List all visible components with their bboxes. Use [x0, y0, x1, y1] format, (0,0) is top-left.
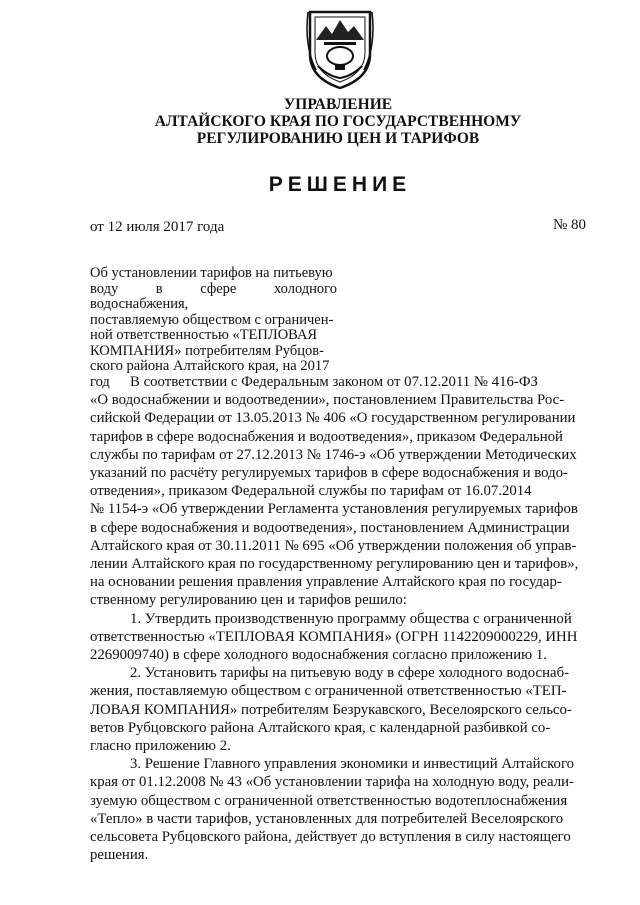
body-line: «О водоснабжении и водоотведении», постановлением Правительства Рос-	[90, 392, 565, 409]
body-line: тарифов в сфере водоснабжения и водоотведения», приказом Федеральной	[90, 428, 563, 445]
body-line: зуемую обществом с ограниченной ответственностью водотеплоснабжения	[90, 792, 568, 809]
body-line: в сфере водоснабжения и водоотведения», постановлением Администрации	[90, 519, 570, 536]
body-line: 3. Решение Главного управления экономики и инвестиций Алтайского	[130, 756, 575, 773]
body-line: лении Алтайского края по государственному регулированию цен и тарифов»,	[90, 556, 579, 573]
document-body	[90, 373, 590, 864]
subject-line: КОМПАНИЯ» потребителям Рубцов-	[90, 342, 324, 359]
subject-line: ной ответственностью «ТЕПЛОВАЯ	[90, 327, 318, 343]
body-line: на основании решения правления управление Алтайского края по государ-	[90, 574, 562, 591]
document-date: от 12 июля 2017 года	[90, 219, 225, 235]
body-line: службы по тарифам от 27.12.2013 № 1746-э «Об утверждении Методических	[90, 446, 577, 463]
body-line: сийской Федерации от 13.05.2013 № 406 «О государственном регулировании	[90, 410, 576, 427]
organization-name	[0, 96, 640, 147]
org-line-2: АЛТАЙСКОГО КРАЯ ПО ГОСУДАРСТВЕННОМУ	[154, 113, 522, 130]
body-line: жения, поставляемую обществом с ограниченной ответственностью «ТЕП-	[90, 683, 567, 700]
body-line: 2269009740) в сфере холодного водоснабжения согласно приложению 1.	[90, 647, 547, 664]
body-line: 1. Утвердить производственную программу общества с ограниченной	[130, 610, 572, 627]
document-type: РЕШЕНИЕ	[268, 173, 412, 196]
body-line: «Тепло» в части тарифов, установленных для потребителей Веселоярского	[90, 810, 564, 827]
body-line: отведения», приказом Федеральной службы по тарифам от 16.07.2014	[90, 483, 532, 500]
body-line: Алтайского края от 30.11.2011 № 695 «Об утверждении положения об управ-	[90, 537, 577, 554]
body-line: края от 01.12.2008 № 43 «Об установлении тарифа на холодную воду, реали-	[90, 774, 574, 791]
body-line: гласно приложению 2.	[90, 738, 231, 755]
subject-line: ского района Алтайского края, на 2017	[90, 358, 330, 374]
subject-line: воду в сфере холодного водоснабжения,	[90, 280, 337, 312]
coat-of-arms-emblem	[302, 6, 378, 92]
body-line: сельсовета Рубцовского района, действует до вступления в силу настоящего	[90, 829, 571, 846]
body-line: 2. Установить тарифы на питьевую воду в сфере холодного водоснаб-	[130, 665, 570, 682]
subject-line: поставляемую обществом с ограничен-	[90, 311, 334, 328]
document-number: № 80	[553, 217, 587, 233]
body-line: № 1154-э «Об утверждении Регламента установления регулируемых тарифов	[90, 501, 578, 518]
subject-line: год	[90, 373, 110, 390]
body-line: указаний по расчёту регулируемых тарифов в сфере водоснабжения и водо-	[90, 465, 568, 482]
body-line: ветов Рубцовского района Алтайского края, с календарной разбивкой со-	[90, 719, 551, 736]
subject-line: Об установлении тарифов на питьевую	[90, 265, 333, 281]
org-line-1: УПРАВЛЕНИЕ	[283, 96, 393, 113]
body-line: решения.	[90, 847, 149, 864]
document-subject	[90, 266, 337, 390]
org-line-3: РЕГУЛИРОВАНИЮ ЦЕН И ТАРИФОВ	[196, 130, 480, 147]
body-line: ЛОВАЯ КОМПАНИЯ» потребителям Безрукавского, Веселоярского сельсо-	[90, 701, 572, 718]
body-line: В соответствии с Федеральным законом от 07.12.2011 № 416-ФЗ	[130, 374, 538, 390]
body-line: ственному регулированию цен и тарифов решило:	[90, 592, 407, 609]
body-line: ответственностью «ТЕПЛОВАЯ КОМПАНИЯ» (ОГРН 1142209000229, ИНН	[90, 628, 578, 645]
